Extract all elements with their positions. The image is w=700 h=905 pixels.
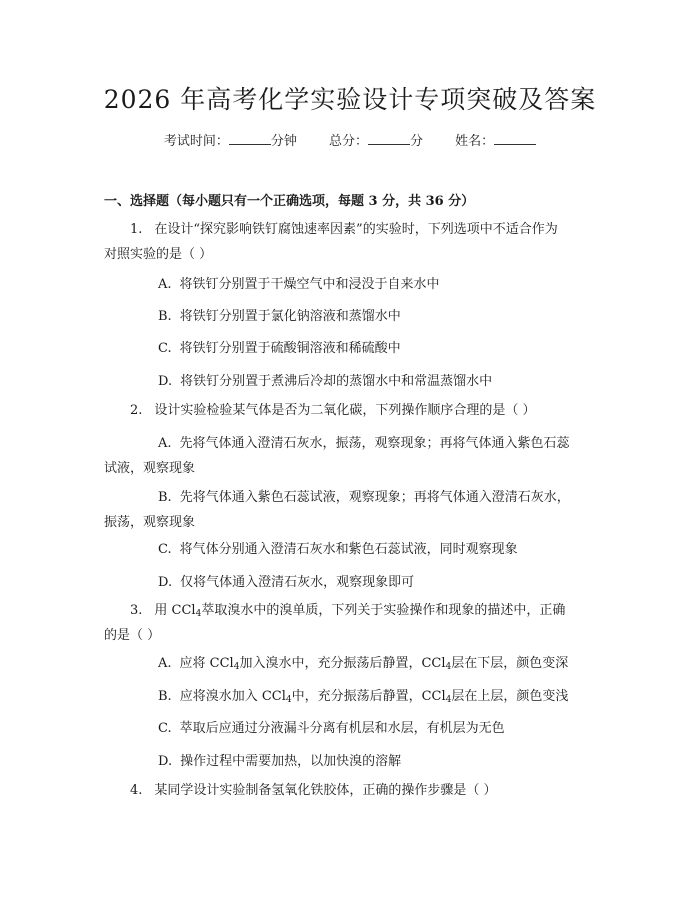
subscript: 4: [285, 695, 292, 705]
subscript: 4: [233, 662, 240, 672]
question-number: 1.: [130, 222, 143, 237]
option-text: 操作过程中需要加热，以加快溴的溶解: [180, 754, 402, 769]
exam-time-unit: 分钟: [270, 134, 297, 149]
option-letter: C.: [158, 721, 172, 736]
question-3: [104, 598, 599, 648]
question-1: [104, 217, 599, 267]
total-score-field: [329, 130, 423, 152]
option-text-pre: 应将溴水加入 CCl: [179, 689, 286, 704]
student-name-blank: [494, 130, 536, 145]
student-name-label: 姓名：: [455, 134, 495, 149]
subscript: 4: [445, 695, 452, 705]
question-text-post: 萃取溴水中的溴单质，下列关于实验操作和现象的描述中，正确: [201, 603, 566, 618]
page-title: 2026 年高考化学实验设计专项突破及答案: [103, 85, 597, 114]
option-2b: [104, 485, 599, 535]
option-letter: A.: [158, 656, 172, 671]
option-3c: [158, 716, 618, 741]
option-text: 将铁钉分别置于干燥空气中和浸没于自来水中: [179, 277, 440, 292]
exam-time-blank: [229, 130, 271, 145]
option-letter: D.: [158, 374, 173, 389]
option-text: 将铁钉分别置于煮沸后冷却的蒸馏水中和常温蒸馏水中: [180, 374, 493, 389]
question-4: [104, 778, 599, 803]
question-text-cont: 对照实验的是（ ）: [104, 247, 213, 262]
option-3b: [158, 684, 618, 709]
option-text-post: 层在下层，颜色变深: [451, 656, 569, 671]
option-letter: D.: [158, 754, 173, 769]
option-1d: [158, 369, 618, 394]
option-letter: C.: [158, 341, 172, 356]
option-2a: [104, 431, 599, 481]
question-text-cont: 的是（ ）: [104, 628, 161, 643]
subscript: 4: [195, 609, 202, 619]
option-text-post: 层在上层，颜色变浅: [451, 689, 569, 704]
option-letter: A.: [158, 436, 172, 451]
question-text: 在设计“探究影响铁钉腐蚀速率因素”的实验时，下列选项中不适合作为: [154, 222, 558, 237]
option-letter: A.: [158, 277, 172, 292]
option-text: 仅将气体通入澄清石灰水，观察现象即可: [180, 575, 415, 590]
option-text: 先将气体通入澄清石灰水，振荡，观察现象；再将气体通入紫色石蕊: [179, 436, 570, 451]
question-number: 2.: [130, 403, 143, 418]
option-text-pre: 应将 CCl: [179, 656, 234, 671]
question-number: 4.: [130, 783, 143, 798]
option-letter: B.: [158, 490, 172, 505]
option-text-cont: 试液，观察现象: [104, 461, 196, 476]
option-text: 先将气体通入紫色石蕊试液，观察现象；再将气体通入澄清石灰水，: [179, 490, 570, 505]
question-2: [104, 398, 599, 423]
option-text-mid: 加入溴水中，充分振荡后静置，CCl: [239, 656, 446, 671]
option-2d: [158, 570, 618, 595]
question-text: 某同学设计实验制备氢氧化铁胶体，正确的操作步骤是（ ）: [154, 783, 497, 798]
option-2c: [158, 537, 618, 562]
exam-meta: [0, 130, 700, 152]
option-3a: [158, 651, 618, 676]
total-score-unit: 分: [410, 134, 424, 149]
exam-time-field: [164, 130, 297, 152]
total-score-blank: [368, 130, 410, 145]
total-score-label: 总分：: [328, 134, 368, 149]
option-1a: [158, 272, 618, 297]
option-text: 将铁钉分别置于硫酸铜溶液和稀硫酸中: [179, 341, 401, 356]
option-text: 将铁钉分别置于氯化钠溶液和蒸馏水中: [179, 309, 401, 324]
option-text: 萃取后应通过分液漏斗分离有机层和水层，有机层为无色: [179, 721, 505, 736]
option-letter: B.: [158, 309, 172, 324]
option-1c: [158, 336, 618, 361]
subscript: 4: [445, 662, 452, 672]
option-text-cont: 振荡，观察现象: [104, 515, 196, 530]
option-letter: B.: [158, 689, 172, 704]
exam-time-label: 考试时间：: [163, 134, 229, 149]
option-1b: [158, 304, 618, 329]
question-text: 设计实验检验某气体是否为二氧化碳，下列操作顺序合理的是（ ）: [154, 403, 536, 418]
option-letter: D.: [158, 575, 173, 590]
question-number: 3.: [130, 603, 143, 618]
option-text: 将气体分别通入澄清石灰水和紫色石蕊试液，同时观察现象: [179, 542, 518, 557]
option-letter: C.: [158, 542, 172, 557]
question-text-pre: 用 CCl: [154, 603, 196, 618]
section-heading: 一、选择题（每小题只有一个正确选项，每题 3 分，共 36 分）: [104, 194, 475, 209]
option-3d: [158, 749, 618, 774]
student-name-field: [455, 130, 536, 152]
option-text-mid: 中，充分振荡后静置，CCl: [291, 689, 446, 704]
